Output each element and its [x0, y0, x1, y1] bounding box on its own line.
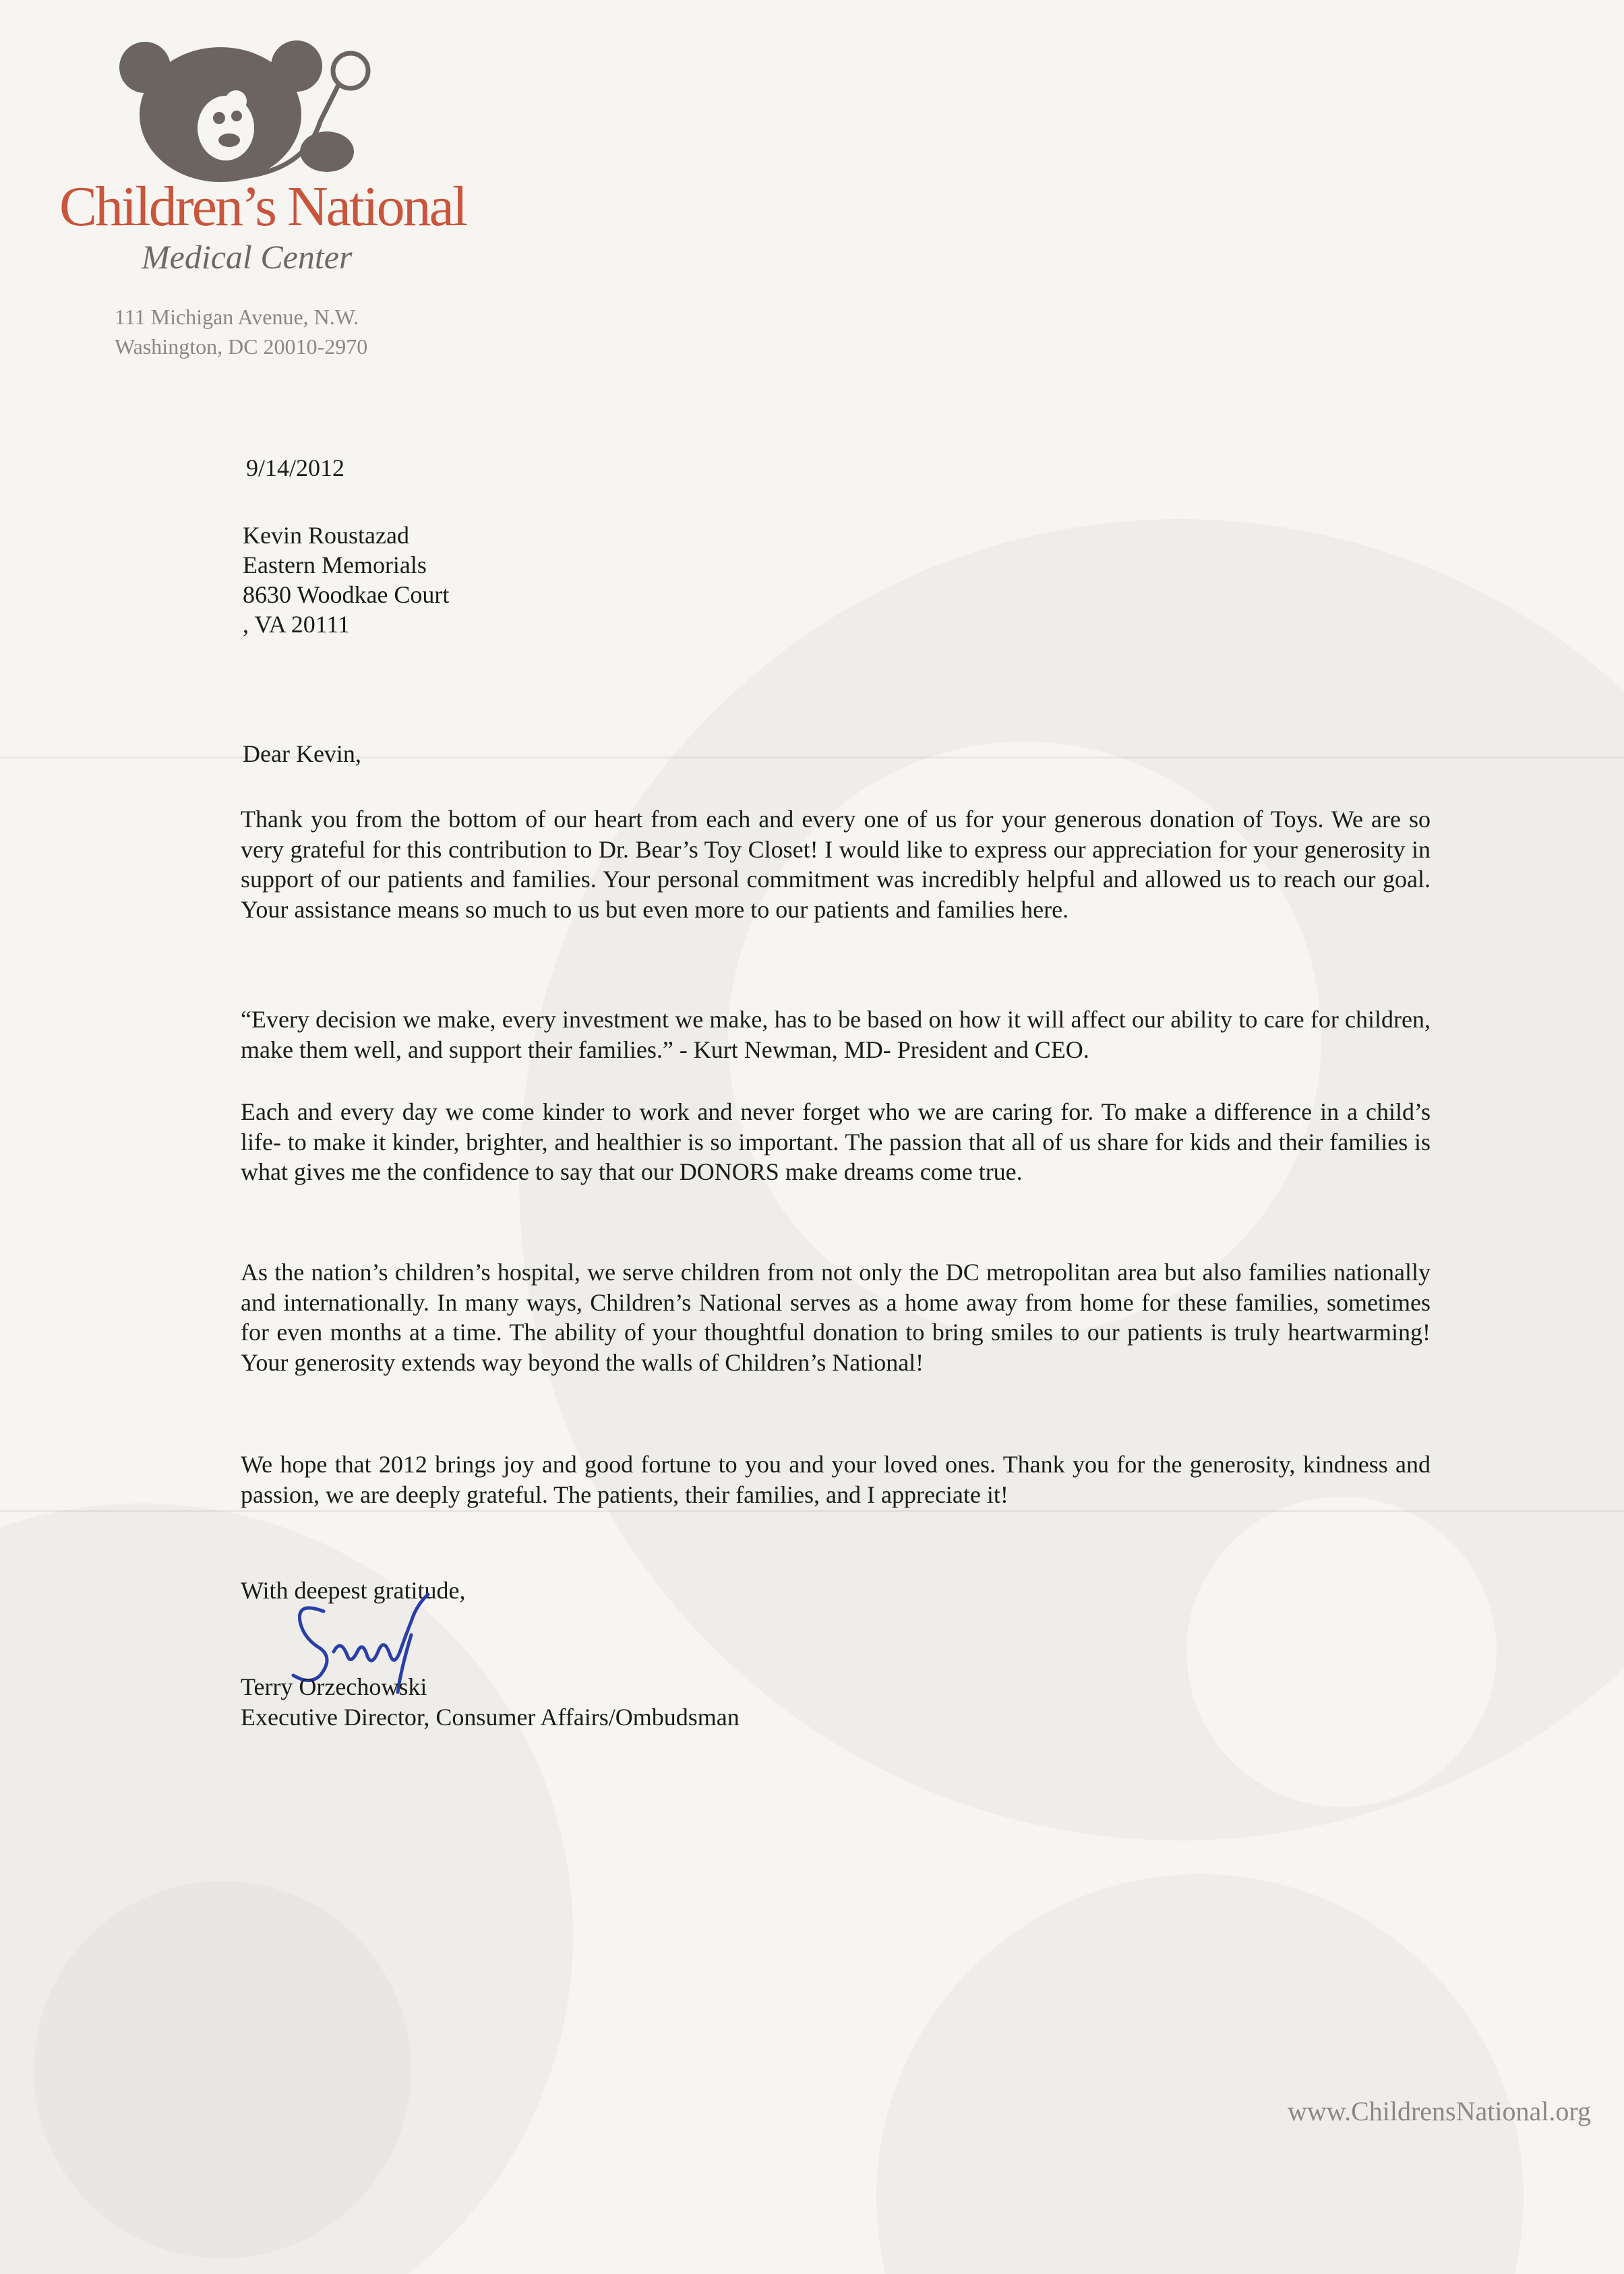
fold-line-lower	[0, 1510, 1624, 1512]
body-paragraph-5: We hope that 2012 brings joy and good fortune to you and your loved ones. Thank you for the generosity, kindness and passion, we are deeply grateful. The patients, their families, and I appreciate it!	[241, 1451, 1431, 1508]
salutation: Dear Kevin,	[243, 740, 361, 767]
body-paragraph-4: As the nation’s children’s hospital, we serve children from not only the DC metropolitan area but also families nationally and internationally. In many ways, Children’s National serves as a home away from home for these families, sometimes for even months at a time. The ability of your thoughtful donation to bring smiles to our patients is truly heartwarming! Your generosity extends way beyond the walls of Children’s National!	[241, 1259, 1431, 1376]
letterhead-address	[115, 302, 367, 361]
recipient-name: Kevin Roustazad	[243, 522, 409, 549]
bear-logo-icon	[118, 40, 388, 185]
address-line-1: 111 Michigan Avenue, N.W.	[115, 305, 359, 329]
recipient-block	[243, 520, 449, 639]
org-name: Children’s National	[59, 175, 467, 238]
footer-website: www.ChildrensNational.org	[1288, 2096, 1591, 2126]
org-subtitle: Medical Center	[142, 238, 353, 276]
address-line-2: Washington, DC 20010-2970	[115, 334, 368, 359]
body-paragraph-2: “Every decision we make, every investment we make, has to be based on how it will affect our ability to care for children, make them well, and support their families.” - Kurt Newman, MD- President and CEO.	[241, 1006, 1431, 1063]
letter-date: 9/14/2012	[246, 454, 345, 481]
recipient-company: Eastern Memorials	[243, 551, 427, 578]
closing: With deepest gratitude,	[241, 1577, 466, 1604]
signer-block	[241, 1672, 740, 1733]
signer-title: Executive Director, Consumer Affairs/Ombudsman	[241, 1704, 740, 1731]
body-paragraph-1: Thank you from the bottom of our heart from each and every one of us for your generous donation of Toys. We are so very grateful for this contribution to Dr. Bear’s Toy Closet! I would like to express our appreciation for your generosity in support of our patients and families. Your personal commitment was incredibly helpful and allowed us to reach our goal. Your assistance means so much to us but even more to our patients and families here.	[241, 806, 1431, 923]
body-paragraph-3: Each and every day we come kinder to work and never forget who we are caring for. To make a difference in a child’s life- to make it kinder, brighter, and healthier is so important. The passion that all of us share for kids and their families is what gives me the confidence to say that our DONORS make dreams come true.	[241, 1098, 1431, 1185]
recipient-city: , VA 20111	[243, 611, 351, 638]
recipient-street: 8630 Woodkae Court	[243, 581, 450, 608]
signer-name: Terry Orzechowski	[241, 1673, 427, 1700]
